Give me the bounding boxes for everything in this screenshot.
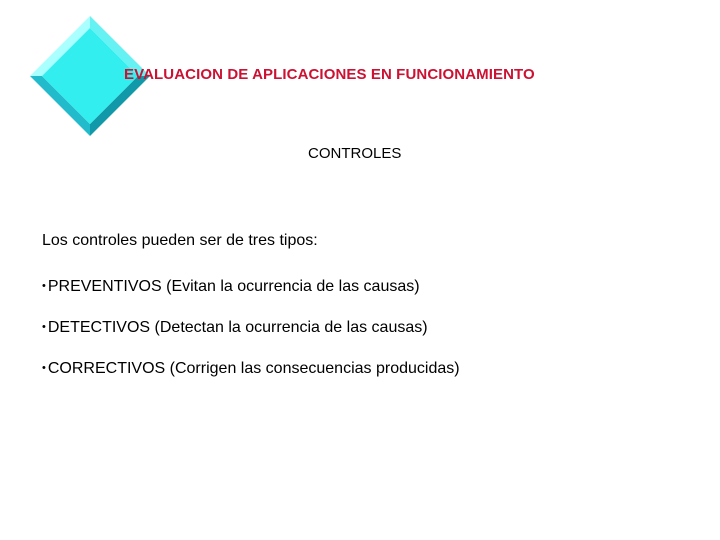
bullet-icon: • <box>42 280 46 292</box>
bullet-text: DETECTIVOS (Detectan la ocurrencia de las causas) <box>47 319 428 336</box>
bullet-icon: • <box>42 362 46 374</box>
list-item <box>42 276 460 317</box>
slide-subtitle: CONTROLES <box>308 145 402 162</box>
intro-text: Los controles pueden ser de tres tipos: <box>42 232 318 249</box>
bullet-text: PREVENTIVOS (Evitan la ocurrencia de las causas) <box>47 278 420 295</box>
bullet-text: CORRECTIVOS (Corrigen las consecuencias producidas) <box>47 360 460 377</box>
list-item <box>42 358 460 399</box>
bullet-icon: • <box>42 321 46 333</box>
bullet-list <box>42 276 460 399</box>
slide-title: EVALUACION DE APLICACIONES EN FUNCIONAMIENTO <box>124 66 535 83</box>
list-item <box>42 317 460 358</box>
